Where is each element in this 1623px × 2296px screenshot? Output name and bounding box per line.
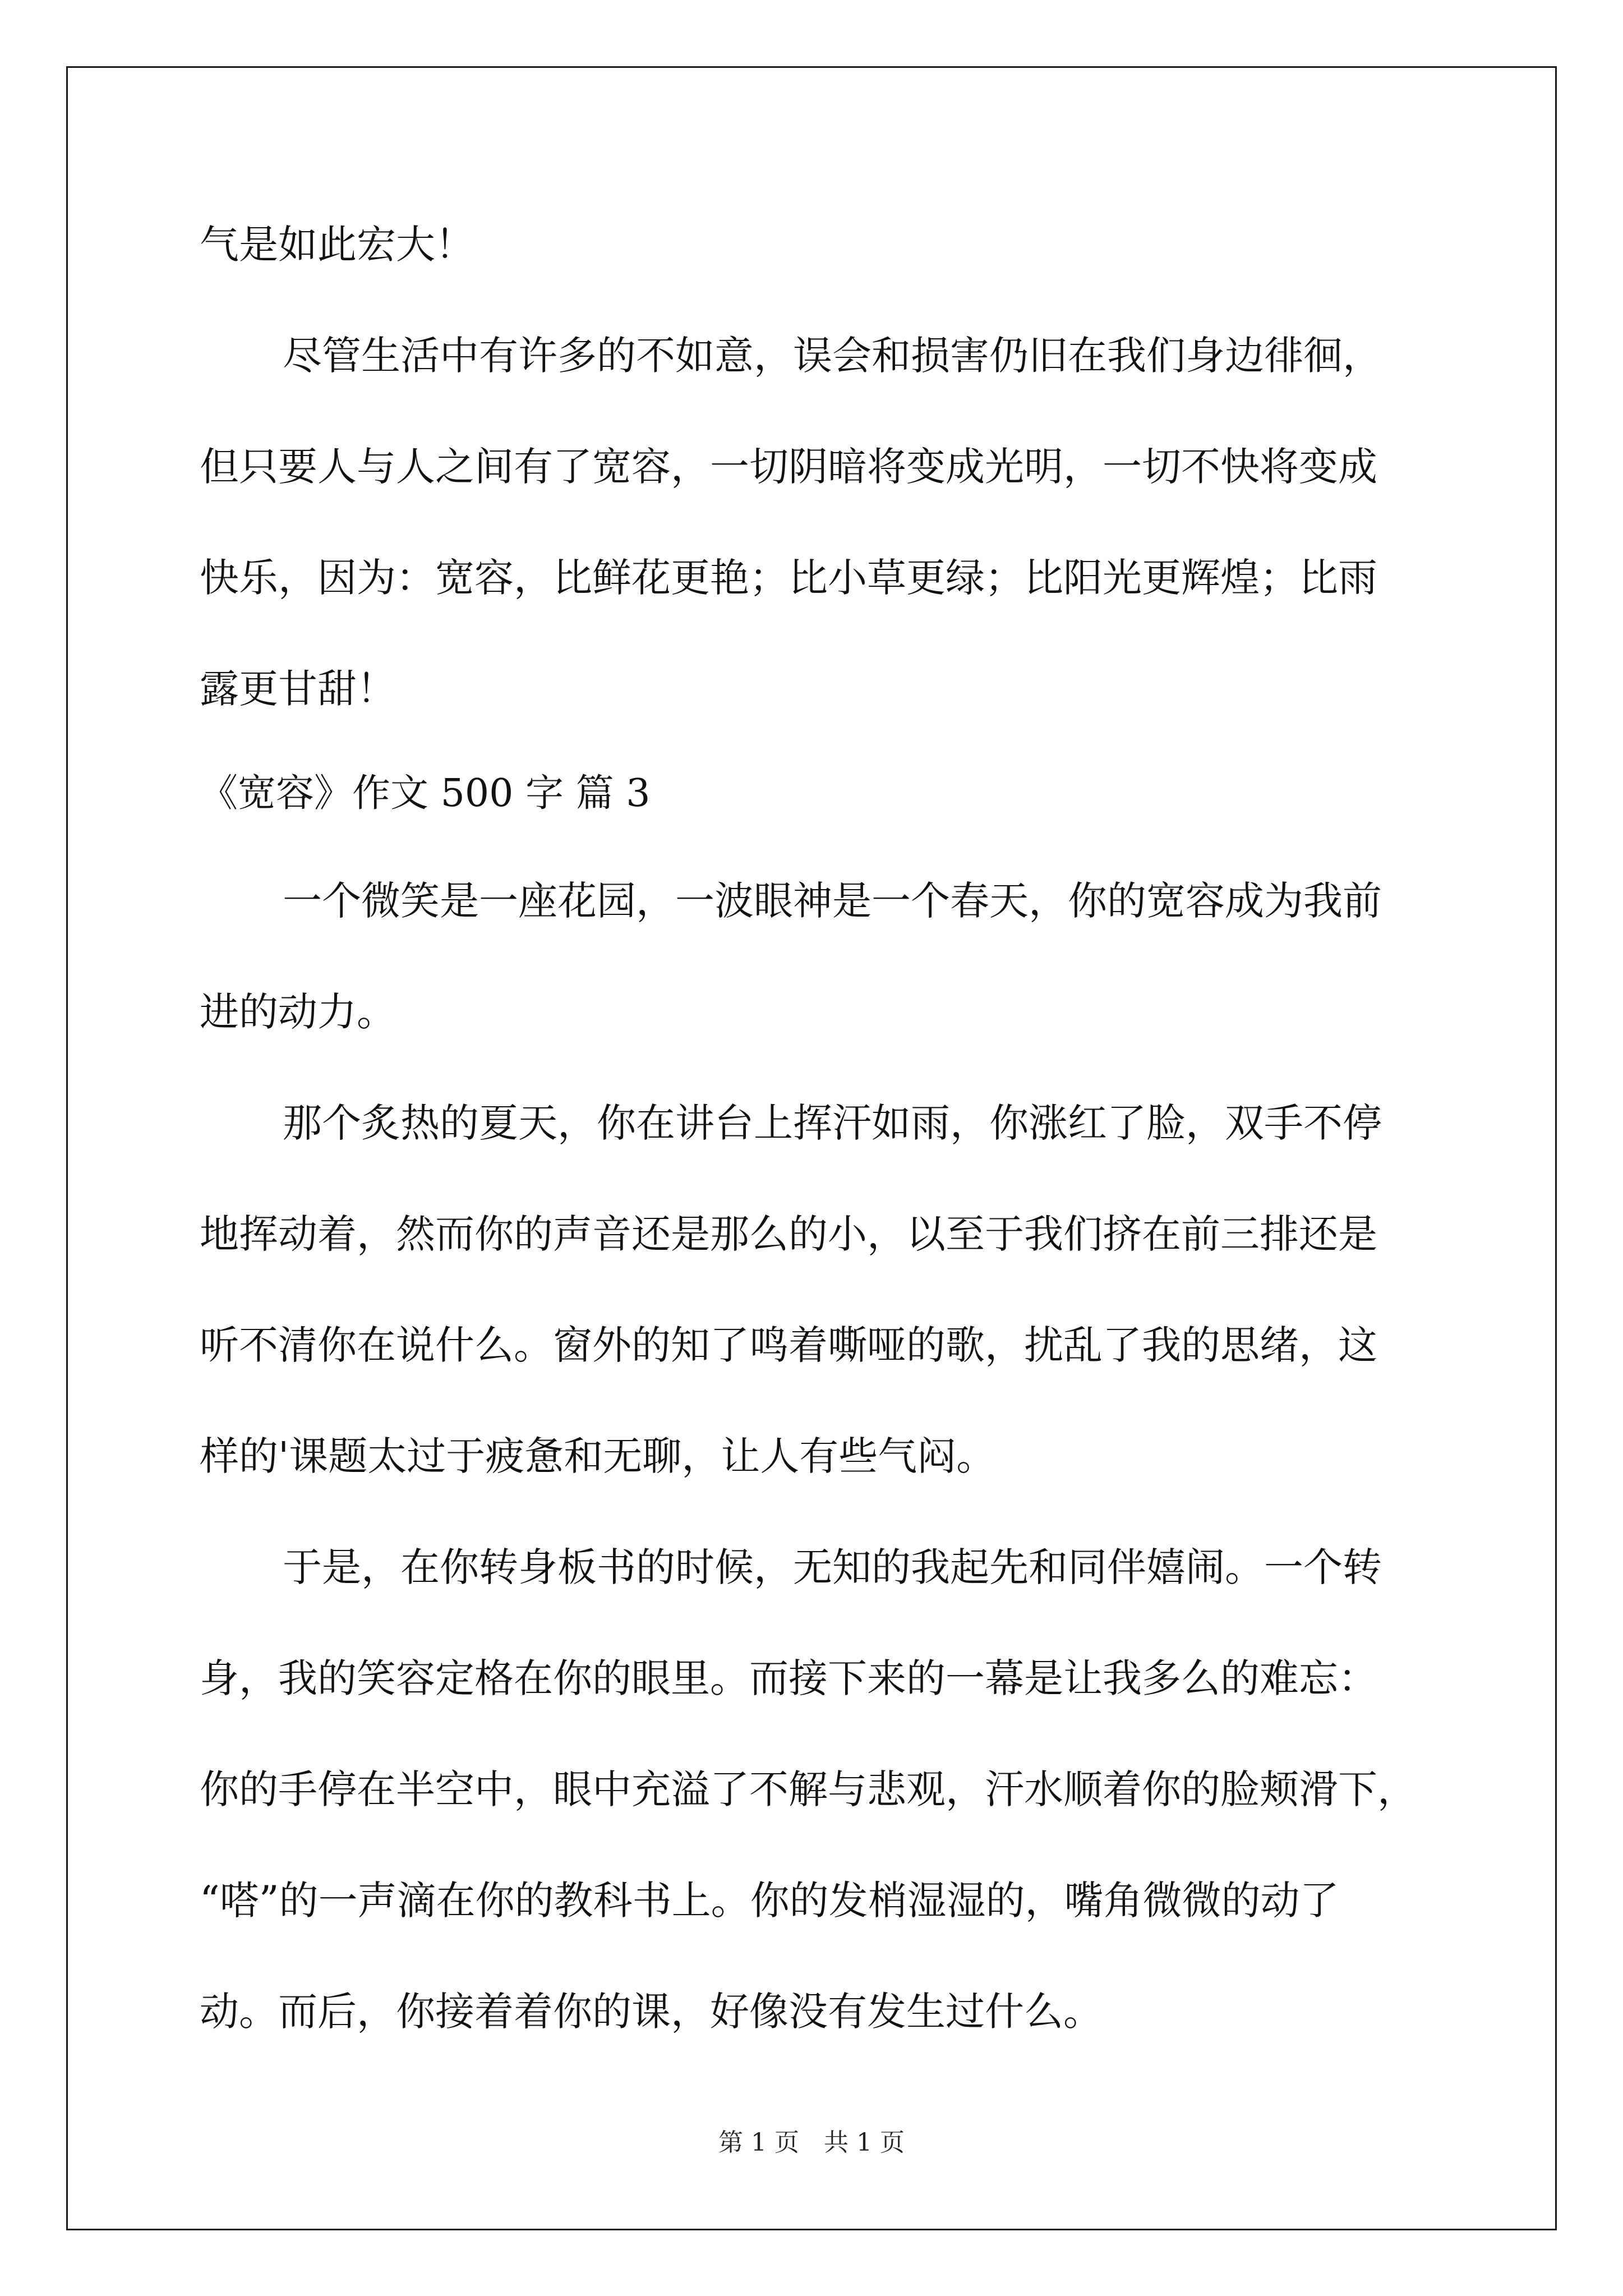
text-line: 样的'课题太过于疲惫和无聊，让人有些气闷。: [200, 1433, 996, 1479]
section-heading: 《宽容》作文 500 字 篇 3: [200, 771, 651, 816]
paragraph-start: 于是，在你转身板书的时候，无知的我起先和同伴嬉闹。一个转: [283, 1544, 1382, 1590]
text-line: “嗒”的一声滴在你的教科书上。你的发梢湿湿的，嘴角微微的动了: [200, 1878, 1339, 1924]
text-line: 身，我的笑容定格在你的眼里。而接下来的一幕是让我多么的难忘：: [200, 1655, 1377, 1701]
text-line: 进的动力。: [200, 989, 396, 1035]
text-line: 动。而后，你接着着你的课，好像没有发生过什么。: [200, 1989, 1103, 2035]
page-footer: [0, 2126, 1623, 2160]
text-line: 快乐，因为：宽容，比鲜花更艳；比小草更绿；比阳光更辉煌；比雨: [200, 555, 1377, 601]
paragraph-start: 那个炙热的夏天，你在讲台上挥汗如雨，你涨红了脸，双手不停: [283, 1100, 1382, 1146]
paragraph-start: 尽管生活中有许多的不如意，误会和损害仍旧在我们身边徘徊，: [283, 333, 1382, 379]
page-total: 共 1 页: [824, 2128, 905, 2157]
text-line: 你的手停在半空中，眼中充溢了不解与悲观，汗水顺着你的脸颊滑下，: [200, 1766, 1417, 1812]
text-line: 听不清你在说什么。窗外的知了鸣着嘶哑的歌，扰乱了我的思绪，这: [200, 1322, 1377, 1368]
text-line: 但只要人与人之间有了宽容，一切阴暗将变成光明，一切不快将变成: [200, 444, 1377, 490]
text-line: 露更甘甜！: [200, 666, 396, 712]
paragraph-start: 一个微笑是一座花园，一波眼神是一个春天，你的宽容成为我前: [283, 878, 1382, 924]
text-line: 气是如此宏大！: [200, 222, 474, 268]
text-line: 地挥动着，然而你的声音还是那么的小，以至于我们挤在前三排还是: [200, 1211, 1377, 1257]
page-number: 第 1 页: [718, 2128, 799, 2157]
